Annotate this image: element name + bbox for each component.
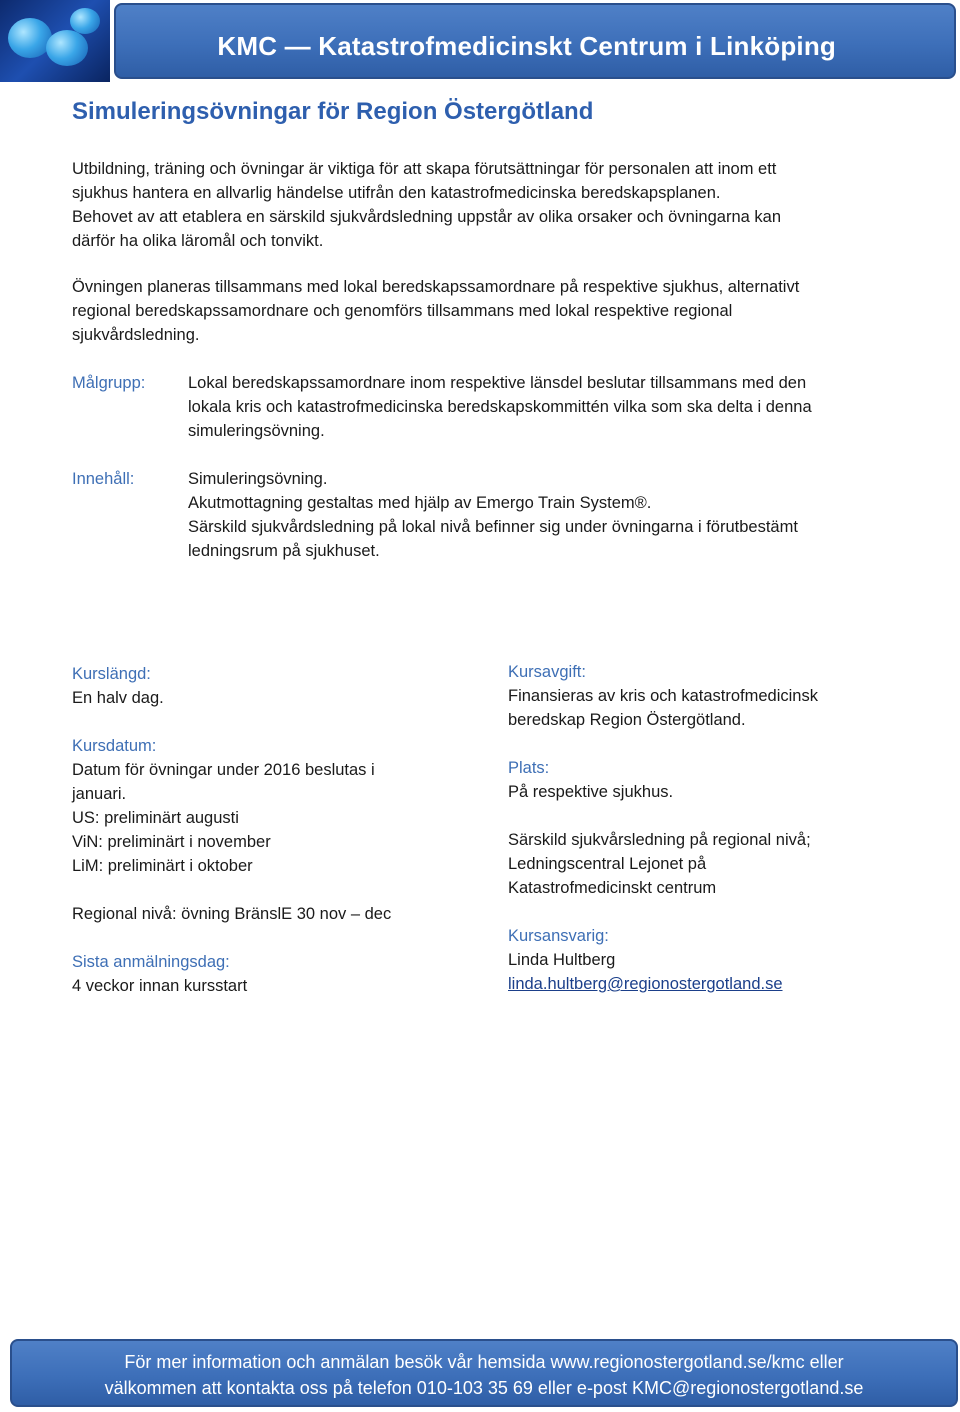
header-bar xyxy=(114,3,956,79)
target-group-line: Lokal beredskapssamordnare inom respektive länsdel beslutar tillsammans med den xyxy=(188,374,807,392)
course-length-label: Kurslängd: xyxy=(72,665,151,683)
regional-exercise: Regional nivå: övning BränslE 30 nov – dec xyxy=(72,905,392,923)
footer-contact-bar xyxy=(10,1339,958,1407)
target-group-label: Målgrupp: xyxy=(72,374,146,392)
regional-leadership-line: Särskild sjukvårsledning på regional nivå; xyxy=(508,831,811,849)
intro-line: Utbildning, träning och övningar är viktiga för att skapa förutsättningar för personalen att inom ett xyxy=(72,160,777,178)
course-fee-line: Finansieras av kris och katastrofmedicinsk xyxy=(508,687,818,705)
kmc-logo xyxy=(0,0,110,82)
course-date-line: Datum för övningar under 2016 beslutas i xyxy=(72,761,375,779)
intro-line: därför ha olika läromål och tonvikt. xyxy=(72,232,324,250)
intro-paragraph xyxy=(72,157,892,253)
page-title: Simuleringsövningar för Region Östergötland xyxy=(72,98,594,125)
planning-line: sjukvårdsledning. xyxy=(72,326,200,344)
registration-deadline-value: 4 veckor innan kursstart xyxy=(72,977,248,995)
course-date-line: januari. xyxy=(72,785,127,803)
course-responsible-email-link[interactable]: linda.hultberg@regionostergotland.se xyxy=(508,975,783,993)
footer-line: För mer information och anmälan besök vår hemsida www.regionostergotland.se/kmc eller xyxy=(124,1352,844,1372)
course-responsible-label: Kursansvarig: xyxy=(508,927,609,945)
content-label: Innehåll: xyxy=(72,470,135,488)
header-title: KMC — Katastrofmedicinskt Centrum i Linköping xyxy=(217,31,836,61)
course-date-line: ViN: preliminärt i november xyxy=(72,833,271,851)
content-line: ledningsrum på sjukhuset. xyxy=(188,542,380,560)
target-group-line: lokala kris och katastrofmedicinska beredskapskommittén vilka som ska delta i denna xyxy=(188,398,812,416)
target-group-text xyxy=(188,371,888,443)
content-line: Simuleringsövning. xyxy=(188,470,328,488)
course-details-left xyxy=(72,662,432,998)
planning-paragraph xyxy=(72,275,892,347)
location-label: Plats: xyxy=(508,759,550,777)
content-line: Akutmottagning gestaltas med hjälp av Emergo Train System®. xyxy=(188,494,652,512)
course-fee-line: beredskap Region Östergötland. xyxy=(508,711,746,729)
target-group-line: simuleringsövning. xyxy=(188,422,325,440)
intro-line: Behovet av att etablera en särskild sjukvårdsledning uppstår av olika orsaker och övningarna kan xyxy=(72,208,781,226)
course-date-line: US: preliminärt augusti xyxy=(72,809,239,827)
planning-line: Övningen planeras tillsammans med lokal beredskapssamordnare på respektive sjukhus, alternativt xyxy=(72,278,800,296)
footer-line: välkommen att kontakta oss på telefon 010-103 35 69 eller e-post KMC@regionostergotland.se xyxy=(104,1378,864,1398)
planning-line: regional beredskapssamordnare och genomförs tillsammans med lokal respektive regional xyxy=(72,302,733,320)
content-text xyxy=(188,467,888,563)
course-responsible-name: Linda Hultberg xyxy=(508,951,616,969)
registration-deadline-label: Sista anmälningsdag: xyxy=(72,953,230,971)
location-value: På respektive sjukhus. xyxy=(508,783,674,801)
course-details-right xyxy=(508,660,928,996)
intro-line: sjukhus hantera en allvarlig händelse utifrån den katastrofmedicinska beredskapsplanen. xyxy=(72,184,721,202)
regional-leadership-line: Katastrofmedicinskt centrum xyxy=(508,879,717,897)
course-fee-label: Kursavgift: xyxy=(508,663,586,681)
content-line: Särskild sjukvårdsledning på lokal nivå befinner sig under övningarna i förutbestämt xyxy=(188,518,798,536)
course-date-label: Kursdatum: xyxy=(72,737,157,755)
course-length-value: En halv dag. xyxy=(72,689,164,707)
course-date-line: LiM: preliminärt i oktober xyxy=(72,857,253,875)
regional-leadership-line: Ledningscentral Lejonet på xyxy=(508,855,707,873)
